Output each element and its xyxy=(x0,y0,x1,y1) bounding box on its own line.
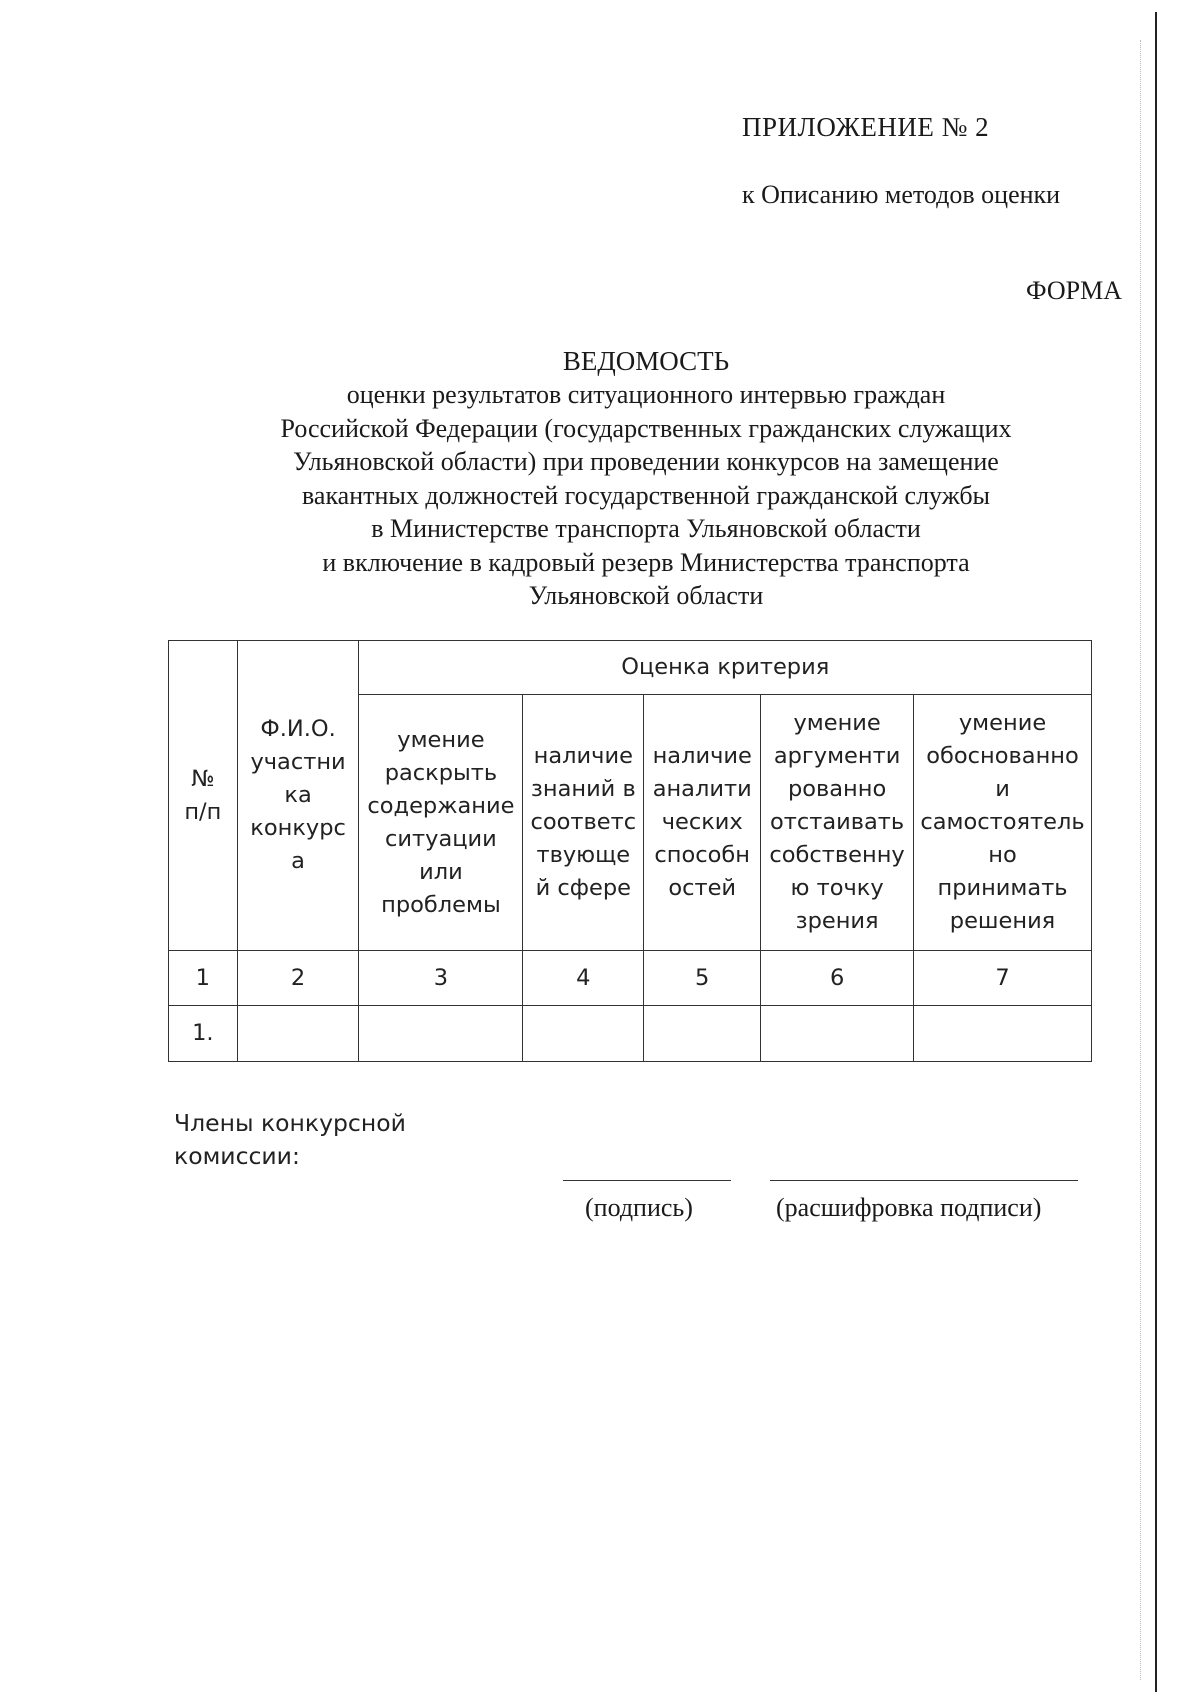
table-cell-number: 1. xyxy=(169,1006,238,1062)
criterion-line: отстаивать xyxy=(770,809,905,835)
criterion-line: соответс xyxy=(530,809,637,835)
header-name-line: участни xyxy=(250,749,346,775)
column-number: 7 xyxy=(914,951,1092,1006)
column-number: 1 xyxy=(169,951,238,1006)
evaluation-table xyxy=(168,640,1092,1062)
header-criterion-5 xyxy=(914,695,1092,951)
criterion-line: остей xyxy=(668,875,737,901)
signature-caption: (подпись) xyxy=(585,1193,693,1222)
column-number: 4 xyxy=(523,951,644,1006)
table-cell-criterion-5 xyxy=(914,1006,1092,1062)
criterion-line: ситуации xyxy=(385,825,497,852)
criterion-line: принимать xyxy=(937,875,1068,901)
header-name-line: ка xyxy=(284,782,312,808)
subtitle-line: оценки результатов ситуационного интервью граждан xyxy=(346,380,946,409)
document-heading xyxy=(150,344,1142,613)
header-criterion-3 xyxy=(644,695,761,951)
subtitle-line: Российской Федерации (государственных гражданских служащих xyxy=(280,413,1012,443)
column-number: 2 xyxy=(237,951,359,1006)
table-cell-criterion-3 xyxy=(644,1006,761,1062)
header-number-line: п/п xyxy=(184,798,222,825)
criterion-line: умение xyxy=(397,726,485,753)
criterion-line: самостоятель xyxy=(920,809,1085,835)
form-label: ФОРМА xyxy=(1026,276,1122,305)
table-cell-criterion-1 xyxy=(359,1006,523,1062)
subtitle-line: Ульяновской области xyxy=(528,581,764,610)
header-name-line: Ф.И.О. xyxy=(260,716,336,742)
header-criterion-1 xyxy=(359,695,523,951)
commission-line: комиссии: xyxy=(174,1142,300,1170)
criterion-line: умение xyxy=(958,710,1047,736)
document-title: ВЕДОМОСТЬ xyxy=(562,346,730,376)
table-cell-name xyxy=(237,1006,359,1062)
header-criterion-2 xyxy=(523,695,644,951)
subtitle-line: Ульяновской области) при проведении конкурсов на замещение xyxy=(293,447,999,476)
table-row xyxy=(169,1006,1092,1062)
criterion-line: содержание xyxy=(367,792,515,819)
header-name-line: а xyxy=(291,848,305,874)
header-number-line: № xyxy=(191,765,215,792)
signature-decoding-line xyxy=(770,1180,1078,1181)
criterion-line: й сфере xyxy=(535,875,631,901)
criterion-line: наличие xyxy=(533,743,633,769)
criterion-line: решения xyxy=(949,908,1056,934)
column-number: 3 xyxy=(359,951,523,1006)
criterion-line: раскрыть xyxy=(384,759,498,786)
criterion-line: но xyxy=(988,842,1017,868)
criterion-line: умение xyxy=(793,710,881,736)
criterion-line: твующе xyxy=(536,842,631,868)
criterion-line: аналити xyxy=(652,776,752,802)
criterion-line: зрения xyxy=(795,908,879,934)
criterion-line: способн xyxy=(654,842,750,868)
header-criterion-4 xyxy=(761,695,914,951)
appendix-subtitle: к Описанию методов оценки xyxy=(742,180,1061,209)
column-number-row xyxy=(169,951,1092,1006)
criterion-line: знаний в xyxy=(530,776,636,802)
header-name-line: конкурс xyxy=(250,815,346,841)
subtitle-line: вакантных должностей государственной гражданской службы xyxy=(301,480,991,510)
appendix-title: ПРИЛОЖЕНИЕ № 2 xyxy=(742,112,990,142)
column-number: 6 xyxy=(761,951,914,1006)
criterion-line: собственну xyxy=(769,842,905,868)
criterion-line: и xyxy=(995,776,1010,802)
scan-margin-dots xyxy=(1140,40,1142,1680)
column-number: 5 xyxy=(644,951,761,1006)
subtitle-line: и включение в кадровый резерв Министерства транспорта xyxy=(322,547,970,577)
commission-line: Члены конкурсной xyxy=(174,1109,406,1137)
signature-line xyxy=(563,1180,731,1181)
criterion-line: обоснованно xyxy=(926,743,1079,769)
signature-decoding-caption: (расшифровка подписи) xyxy=(776,1193,1042,1222)
criterion-line: ческих xyxy=(661,809,743,835)
scan-margin-line xyxy=(1155,12,1157,1692)
document-subtitle xyxy=(150,378,1142,613)
table-cell-criterion-2 xyxy=(523,1006,644,1062)
criterion-line: рованно xyxy=(787,776,887,802)
header-participant-name xyxy=(237,641,359,951)
criterion-line: аргументи xyxy=(773,743,901,769)
header-number xyxy=(169,641,238,951)
criterion-line: проблемы xyxy=(381,891,501,918)
commission-members-label xyxy=(174,1107,406,1173)
criterion-line: ю точку xyxy=(790,875,884,901)
criterion-line: или xyxy=(419,858,463,885)
table-cell-criterion-4 xyxy=(761,1006,914,1062)
subtitle-line: в Министерстве транспорта Ульяновской области xyxy=(371,514,921,543)
header-criteria-group: Оценка критерия xyxy=(359,641,1092,695)
criterion-line: наличие xyxy=(652,743,752,769)
